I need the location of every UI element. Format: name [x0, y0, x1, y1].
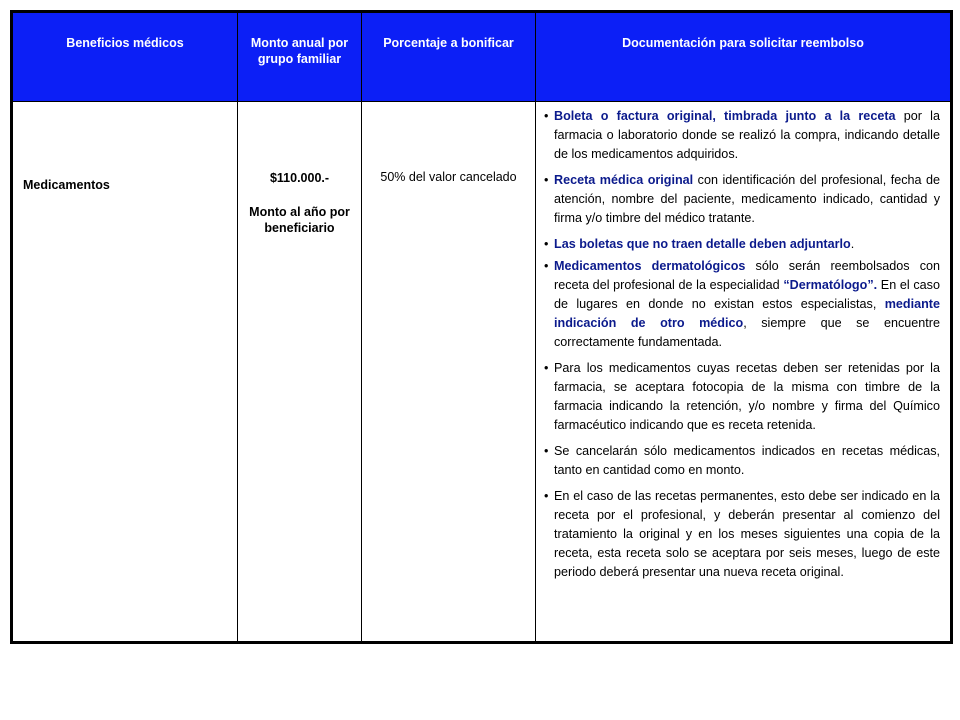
list-item: • Para los medicamentos cuyas recetas deben ser retenidas por la farmacia, se aceptara fotocopia de la misma con timbre de la farmacia indicando la retención, y/o nombre y firma del Químico farmacéutico indicando que es receta retenida. — [544, 361, 940, 432]
header-benefits: Beneficios médicos — [12, 12, 238, 102]
cell-amount — [238, 102, 362, 643]
table-row — [12, 102, 952, 643]
bullet-icon: • — [544, 489, 549, 503]
amount-value: $110.000.- — [269, 171, 330, 185]
list-item: • Se cancelarán sólo medicamentos indicados en recetas médicas, tanto en cantidad como en monto. — [544, 444, 940, 477]
bullet-icon: • — [544, 361, 549, 375]
category-label: Medicamentos — [23, 178, 110, 192]
benefits-table — [10, 10, 953, 644]
documentation-list — [544, 107, 940, 582]
percentage-value: 50% del valor cancelado — [380, 170, 517, 184]
header-row — [12, 12, 952, 102]
header-percentage: Porcentaje a bonificar — [362, 12, 536, 102]
bullet-icon: • — [544, 259, 549, 273]
list-item: • Las boletas que no traen detalle deben adjuntarlo. — [544, 235, 940, 254]
amount-note: Monto al año por beneficiario — [249, 205, 350, 235]
list-item: • Receta médica original con identificación del profesional, fecha de atención, nombre del paciente, medicamento indicado, cantidad y firma y/o timbre del médico tratante. — [544, 173, 941, 225]
list-item: • Boleta o factura original, timbrada junto a la receta por la farmacia o laboratorio donde se realizó la compra, indicando detalle de los medicamentos adquiridos. — [544, 109, 940, 161]
list-item: • En el caso de las recetas permanentes, esto debe ser indicado en la receta por el profesional, y deberán presentar al comienzo del tratamiento la original y en los meses siguientes una copia de la receta, esta receta solo se aceptara por seis meses, luego de este periodo deberá presentar una nueva receta original. — [544, 489, 940, 579]
bullet-icon: • — [544, 173, 549, 187]
cell-percentage — [362, 102, 536, 643]
cell-category — [12, 102, 238, 643]
cell-documentation — [536, 102, 952, 643]
bullet-icon: • — [544, 444, 549, 458]
header-annual-amount: Monto anual por grupo familiar — [238, 12, 362, 102]
bullet-icon: • — [544, 109, 549, 123]
list-item: • Medicamentos dermatológicos sólo serán reembolsados con receta del profesional de la especialidad “Dermatólogo”. En el caso de lugares en donde no existan estos especialistas, mediante indicación de otro médico, siempre que se encuentre correctamente fundamentada. — [544, 259, 941, 349]
header-documentation: Documentación para solicitar reembolso — [536, 12, 952, 102]
bullet-icon: • — [544, 237, 549, 251]
